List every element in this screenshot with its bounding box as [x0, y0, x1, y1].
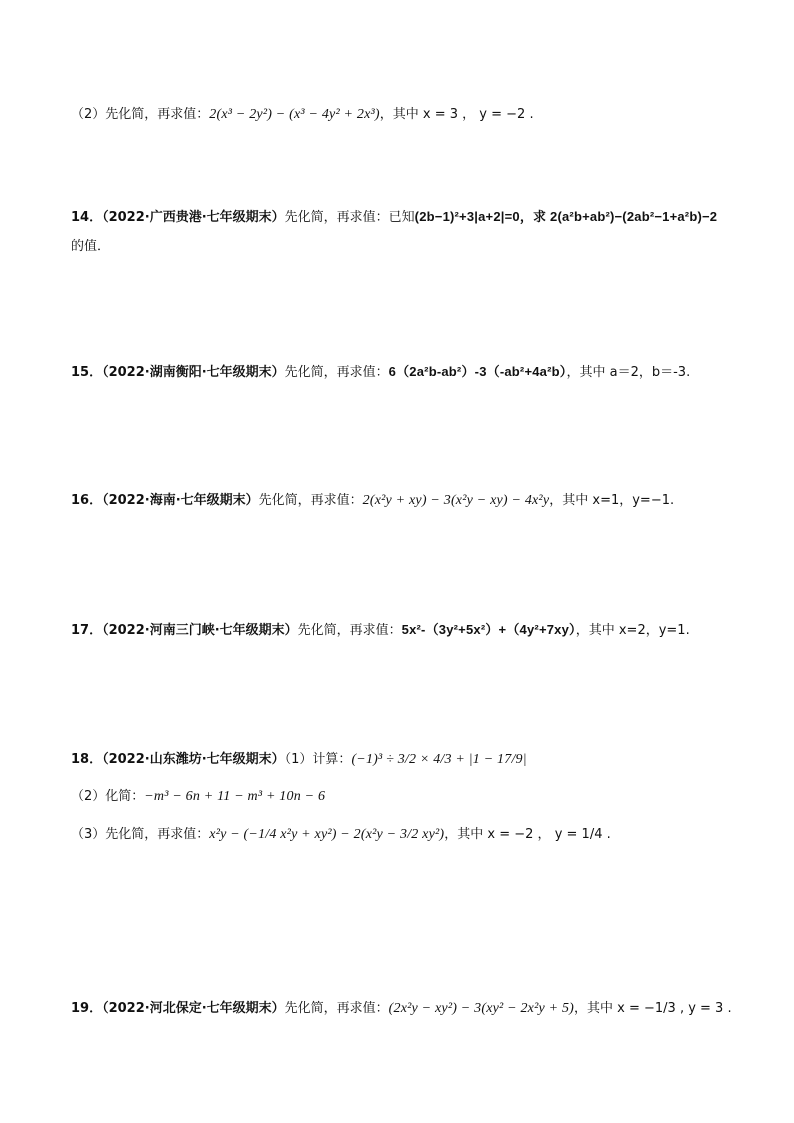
- question-text: （1）计算：: [284, 752, 352, 767]
- question-text: 先化简，再求值：: [284, 1001, 389, 1016]
- question-16: [71, 491, 674, 511]
- question-source: （2022·湖南衡阳·七年级期末）: [102, 365, 285, 380]
- question-number: 15．: [71, 365, 103, 380]
- question-source: （2022·河北保定·七年级期末）: [102, 1001, 285, 1016]
- question-number: 19．: [71, 1001, 103, 1016]
- question-text: 先化简，再求值：已知: [284, 210, 415, 225]
- question-source: （2022·山东潍坊·七年级期末）: [102, 752, 285, 767]
- question-13-part-2: [71, 105, 534, 125]
- question-source: （2022·广西贵港·七年级期末）: [102, 210, 285, 225]
- math-expression: 2(x²y + xy) − 3(x²y − xy) − 4x²y: [362, 493, 550, 508]
- question-14: [71, 207, 717, 228]
- question-text: 先化简，再求值：: [258, 493, 363, 508]
- math-expression: 5x²-（3y²+5x²）+（4y²+7xy）: [401, 622, 576, 637]
- question-text: 先化简，再求值：: [284, 365, 389, 380]
- question-text: （3）先化简，再求值：: [71, 827, 210, 842]
- question-18-part-3: [71, 825, 611, 845]
- question-tail: ，其中 x = −2 ， y = 1/4 .: [444, 827, 611, 842]
- question-source: （2022·海南·七年级期末）: [102, 493, 259, 508]
- question-source: （2022·河南三门峡·七年级期末）: [102, 623, 298, 638]
- math-expression: 6（2a²b-ab²）-3（-ab²+4a²b）: [388, 364, 567, 379]
- question-number: 17．: [71, 623, 103, 638]
- question-18-part-1: [71, 750, 527, 770]
- math-expression: (2b−1)²+3|a+2|=0，求 2(a²b+ab²)−(2ab²−1+a²b)−2: [414, 209, 718, 224]
- question-tail: ，其中 a＝2，b＝-3.: [566, 365, 691, 380]
- question-18-part-2: [71, 787, 325, 807]
- question-number: 18．: [71, 752, 103, 767]
- question-text: （2）化简：: [71, 789, 145, 804]
- math-expression: −m³ − 6n + 11 − m³ + 10n − 6: [144, 789, 326, 804]
- question-tail: ，其中 x = −1/3 , y = 3 .: [574, 1001, 732, 1016]
- question-text: 的值．: [71, 239, 111, 254]
- question-17: [71, 620, 690, 641]
- question-tail: ，其中 x=2，y=1.: [575, 623, 690, 638]
- question-14-continuation: [71, 237, 110, 257]
- question-text: （2）先化简，再求值：: [71, 107, 210, 122]
- question-19: [71, 999, 732, 1019]
- question-number: 16．: [71, 493, 103, 508]
- math-expression: (−1)³ ÷ 3/2 × 4/3 + |1 − 17/9|: [351, 752, 527, 767]
- math-expression: 2(x³ − 2y²) − (x³ − 4y² + 2x³): [209, 107, 380, 122]
- question-15: [71, 362, 690, 383]
- math-expression: x²y − (−1/4 x²y + xy²) − 2(x²y − 3/2 xy²): [209, 827, 445, 842]
- question-tail: ，其中 x = 3 ， y = −2 .: [379, 107, 534, 122]
- math-expression: (2x²y − xy²) − 3(xy² − 2x²y + 5): [388, 1001, 575, 1016]
- question-number: 14．: [71, 210, 103, 225]
- question-text: 先化简，再求值：: [297, 623, 402, 638]
- question-tail: ，其中 x=1，y=−1.: [549, 493, 675, 508]
